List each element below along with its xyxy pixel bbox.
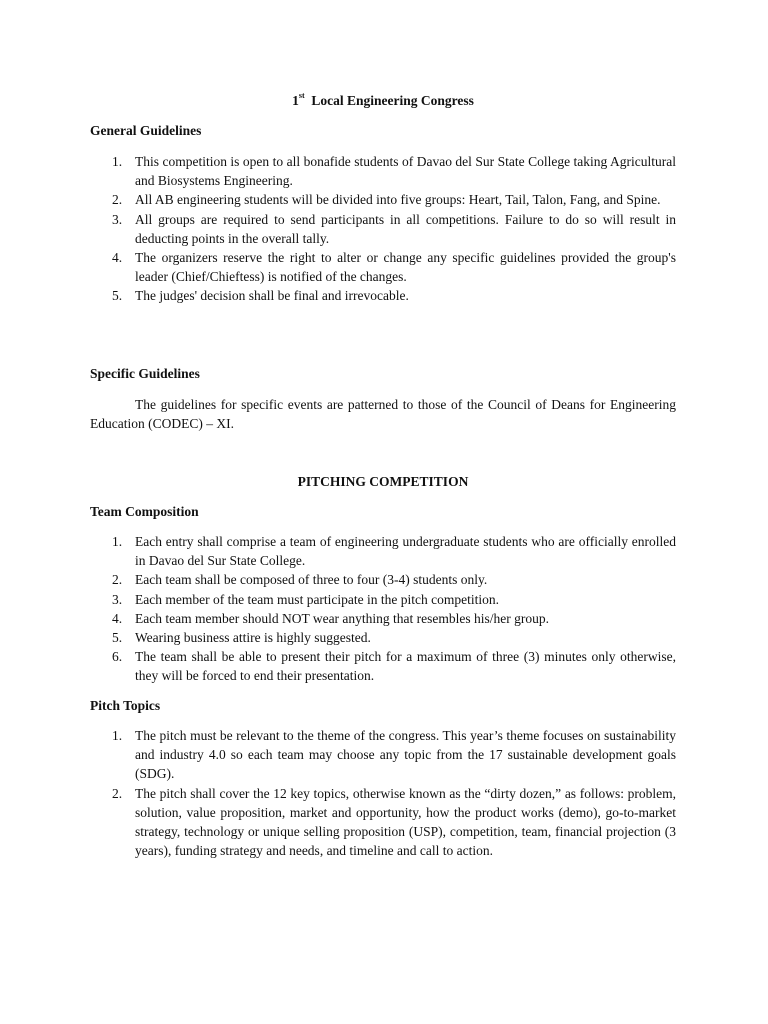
- general-guidelines-list: [90, 152, 676, 306]
- list-item: 2. All AB engineering students will be divided into five groups: Heart, Tail, Talon, Fang, and Spine.: [112, 192, 661, 208]
- list-item: 5. The judges' decision shall be final and irrevocable.: [112, 288, 409, 304]
- list-item: 1. Each entry shall comprise a team of engineering undergraduate students who are officially enrolled in Davao del Sur State College.: [112, 534, 676, 569]
- list-item: 3. Each member of the team must participate in the pitch competition.: [112, 591, 500, 607]
- page-title: [90, 93, 676, 109]
- team-composition-list: [90, 532, 676, 686]
- list-item: 2. Each team shall be composed of three to four (3-4) students only.: [112, 572, 488, 588]
- specific-guidelines-paragraph: The guidelines for specific events are patterned to those of the Council of Deans for Engineering Education (CODEC) – XI.: [90, 397, 676, 432]
- general-guidelines-heading: General Guidelines: [90, 123, 202, 138]
- title-superscript: st: [298, 91, 305, 100]
- specific-guidelines-heading: Specific Guidelines: [90, 366, 200, 381]
- team-composition-heading: Team Composition: [90, 504, 199, 519]
- list-item: 1. The pitch must be relevant to the theme of the congress. This year’s theme focuses on sustainability and industry 4.0 so each team may choose any topic from the 17 sustainable development goals (SDG).: [112, 728, 676, 782]
- list-item: 2. The pitch shall cover the 12 key topics, otherwise known as the “dirty dozen,” as follows: problem, solution, value proposition, market and opportunity, how the product works (demo), go-to-market strategy, technology or unique selling proposition (USP), competition, team, financial projection (3 years), funding strategy and needs, and timeline and call to action.: [112, 785, 676, 859]
- pitching-competition-heading: PITCHING COMPETITION: [297, 474, 469, 489]
- title-number: 1: [292, 93, 299, 108]
- pitch-topics-list: [90, 726, 676, 860]
- list-item: 6. The team shall be able to present their pitch for a maximum of three (3) minutes only otherwise, they will be forced to end their presentation.: [112, 649, 676, 684]
- list-item: 4. The organizers reserve the right to alter or change any specific guidelines provided the group's leader (Chief/Chieftess) is notified of the changes.: [112, 250, 676, 285]
- list-item: 4. Each team member should NOT wear anything that resembles his/her group.: [112, 610, 550, 626]
- title-text: Local Engineering Congress: [311, 93, 474, 108]
- list-item: 3. All groups are required to send participants in all competitions. Failure to do so will result in deducting points in the overall tally.: [112, 211, 676, 246]
- pitch-topics-heading: Pitch Topics: [90, 698, 161, 713]
- list-item: 1. This competition is open to all bonafide students of Davao del Sur State College taking Agricultural and Biosystems Engineering.: [112, 154, 676, 189]
- list-item: 5. Wearing business attire is highly suggested.: [112, 630, 371, 646]
